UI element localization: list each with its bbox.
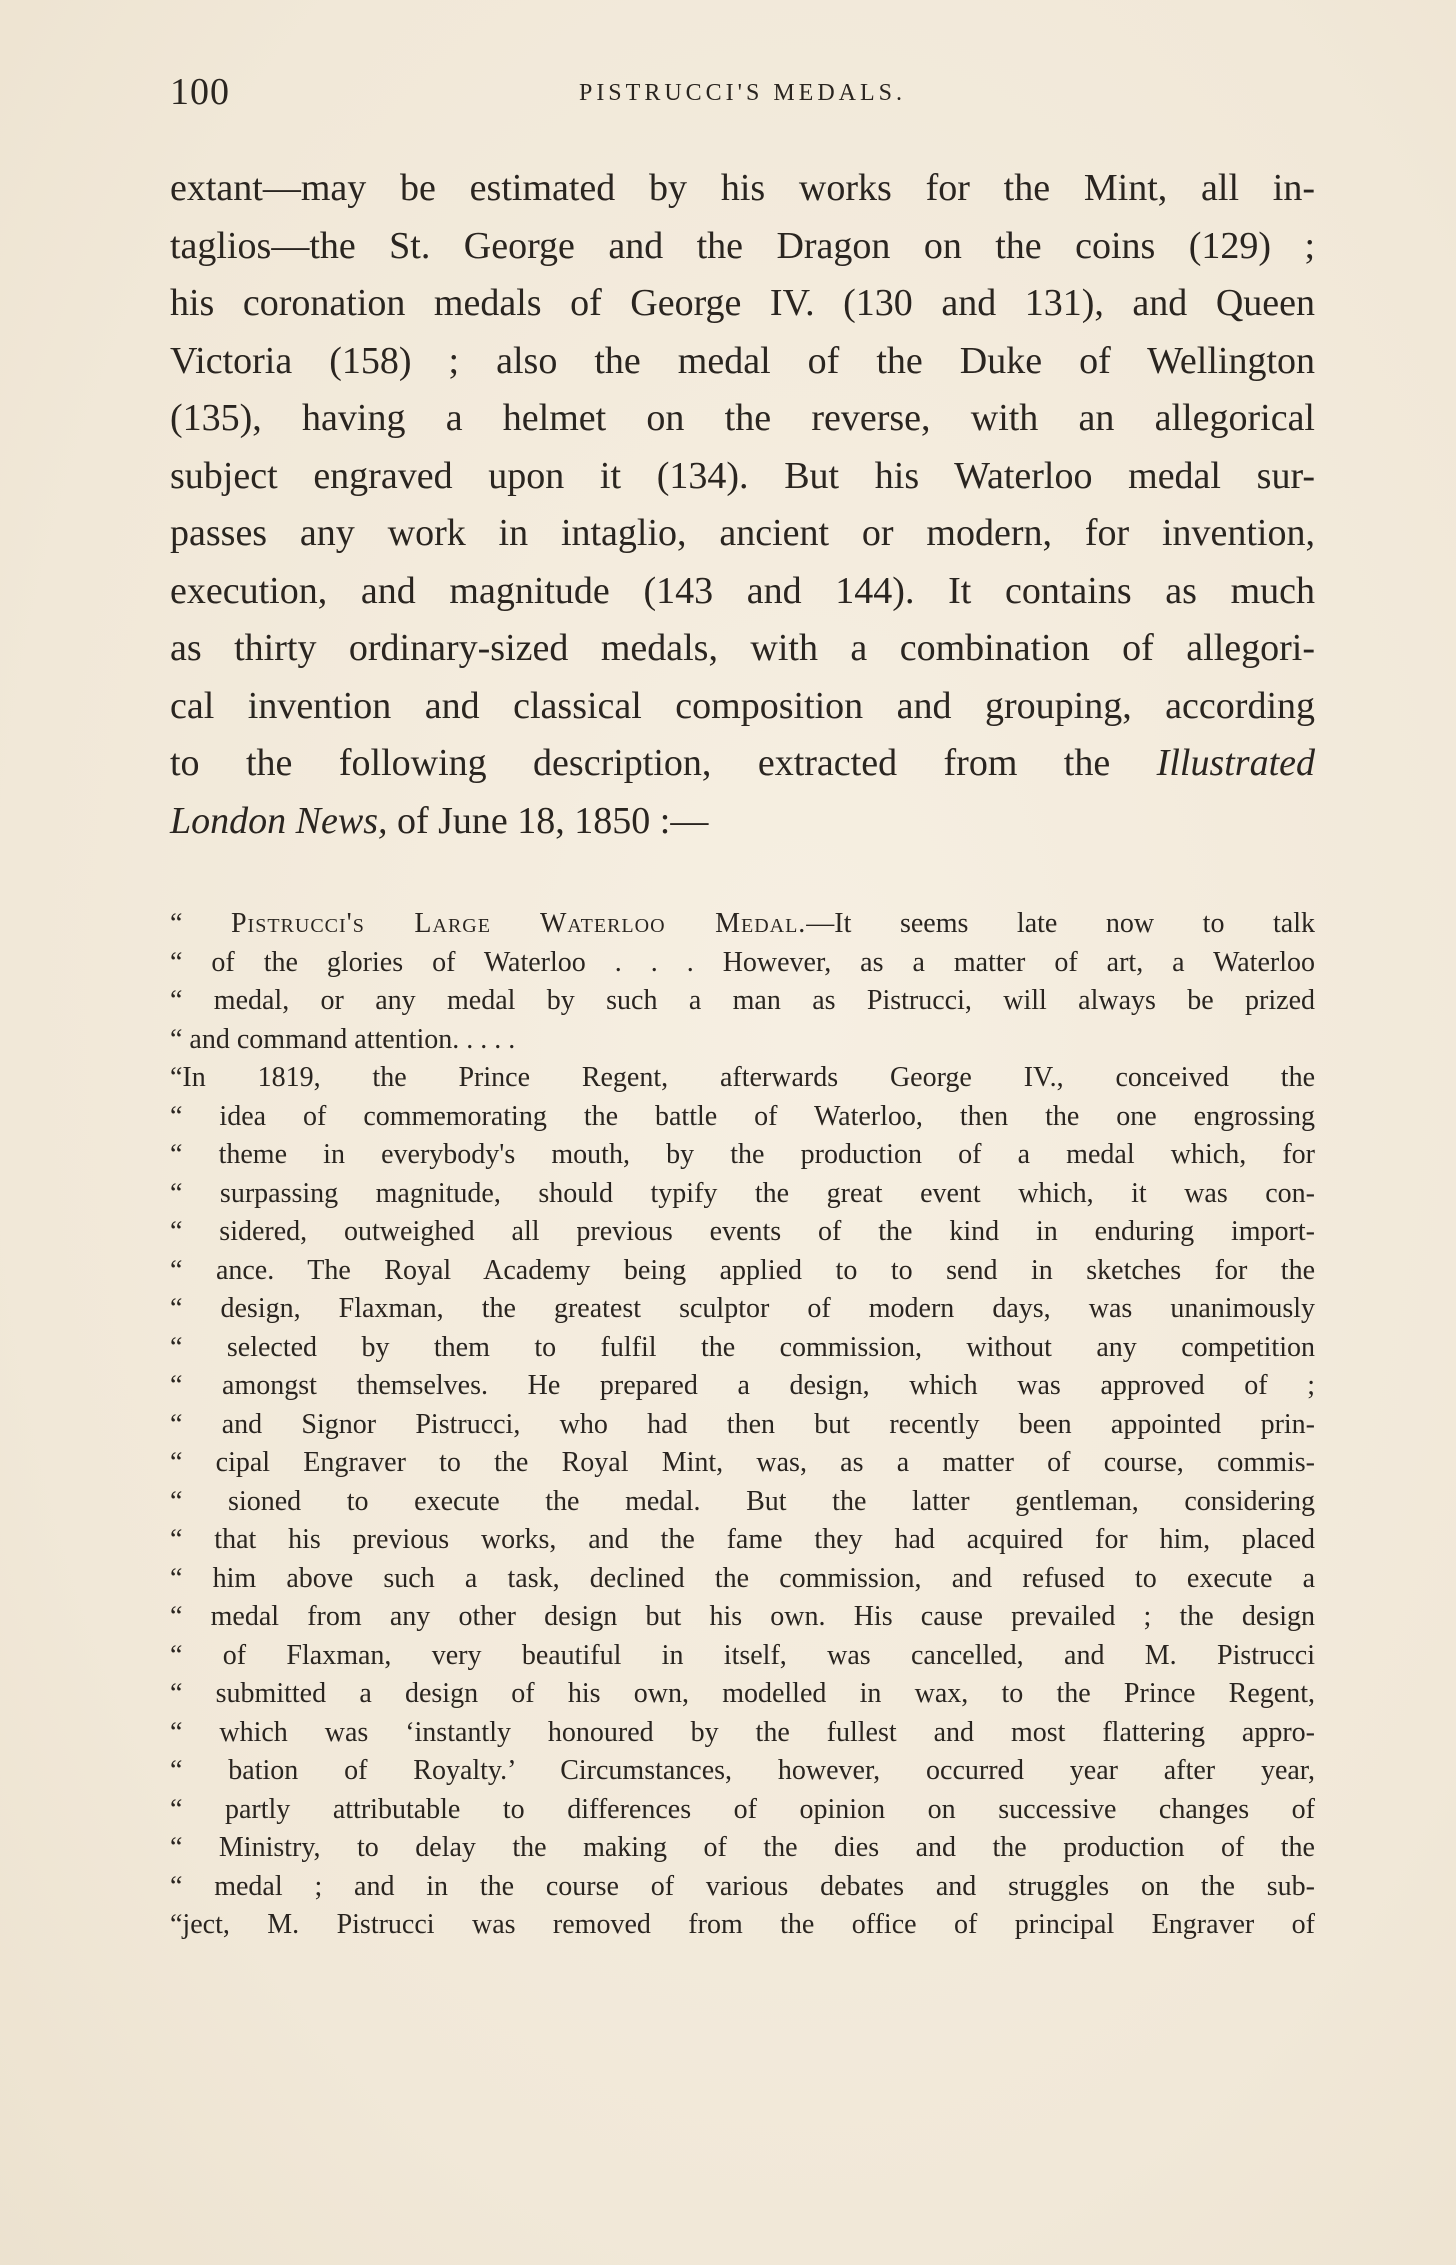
quote-line: “ selected by them to fulfil the commission, without any competition <box>170 1331 1315 1363</box>
quote-line: “In 1819, the Prince Regent, afterwards George IV., conceived the <box>170 1062 1315 1093</box>
quote-line: “ and command attention. . . . . <box>170 1023 516 1055</box>
main-line: extant—may be estimated by his works for the Mint, all in- <box>170 167 1315 209</box>
main-line: (135), having a helmet on the reverse, with an allegorical <box>170 397 1315 439</box>
page-number: 100 <box>170 71 230 113</box>
quote-line: “ ance. The Royal Academy being applied to to send in sketches for the <box>170 1254 1315 1286</box>
newspaper-title: Illustrated <box>1156 742 1315 784</box>
main-line: subject engraved upon it (134). But his Waterloo medal sur- <box>170 454 1315 497</box>
quote-opening-line <box>170 905 1315 944</box>
quote-opening-text: —It seems late now to talk <box>806 908 1315 939</box>
quote-line: “ medal, or any medal by such a man as Pistrucci, will always be prized <box>170 985 1315 1016</box>
quote-line: “ which was ‘instantly honoured by the fullest and most flattering appro- <box>170 1716 1315 1748</box>
quote-line: “ Ministry, to delay the making of the dies and the production of the <box>170 1832 1315 1863</box>
quote-line: “ bation of Royalty.’ Circumstances, however, occurred year after year, <box>170 1755 1315 1786</box>
main-line: to the following description, extracted from the Illustrated <box>170 742 1315 784</box>
main-line: his coronation medals of George IV. (130 and 131), and Queen <box>170 282 1315 324</box>
quote-line: “ partly attributable to differences of opinion on successive changes of <box>170 1793 1315 1825</box>
quote-line: “ theme in everybody's mouth, by the production of a medal which, for <box>170 1139 1315 1170</box>
quote-line: “ cipal Engraver to the Royal Mint, was, as a matter of course, commis- <box>170 1447 1315 1478</box>
quote-line: “ of the glories of Waterloo . . . However, as a matter of art, a Waterloo <box>170 946 1315 978</box>
quote-line: “ design, Flaxman, the greatest sculptor of modern days, was unanimously <box>170 1293 1315 1324</box>
main-line: taglios—the St. George and the Dragon on the coins (129) ; <box>170 224 1315 267</box>
quote-line: “ of Flaxman, very beautiful in itself, was cancelled, and M. Pistrucci <box>170 1639 1315 1671</box>
quote-heading: Pistrucci's Large Waterloo Medal. <box>230 908 807 939</box>
main-line: execution, and magnitude (143 and 144). It contains as much <box>170 569 1315 612</box>
main-line: London News, of June 18, 1850 :— <box>170 799 709 842</box>
open-quote-mark: “ <box>170 908 231 939</box>
newspaper-quotation <box>170 905 1315 1945</box>
page-header <box>170 70 1315 120</box>
quote-line: “ idea of commemorating the battle of Waterloo, then the one engrossing <box>170 1100 1315 1132</box>
quote-line: “ and Signor Pistrucci, who had then but recently been appointed prin- <box>170 1408 1315 1440</box>
quote-line: “ him above such a task, declined the commission, and refused to execute a <box>170 1562 1315 1594</box>
main-line: Victoria (158) ; also the medal of the Duke of Wellington <box>170 339 1315 382</box>
quote-line: “ surpassing magnitude, should typify the great event which, it was con- <box>170 1177 1315 1209</box>
main-paragraph <box>170 160 1315 850</box>
main-line: passes any work in intaglio, ancient or modern, for invention, <box>170 512 1315 554</box>
quote-line: “ medal from any other design but his own. His cause prevailed ; the design <box>170 1601 1315 1632</box>
quote-line: “ amongst themselves. He prepared a design, which was approved of ; <box>170 1370 1315 1401</box>
quote-line: “ sioned to execute the medal. But the latter gentleman, considering <box>170 1485 1315 1517</box>
main-line: as thirty ordinary-sized medals, with a combination of allegori- <box>170 627 1315 669</box>
quote-line: “ject, M. Pistrucci was removed from the office of principal Engraver of <box>170 1909 1315 1940</box>
quote-line: “ that his previous works, and the fame they had acquired for him, placed <box>170 1524 1315 1555</box>
newspaper-title: London News, <box>170 799 388 842</box>
quote-line: “ sidered, outweighed all previous events of the kind in enduring import- <box>170 1216 1315 1247</box>
quote-line: “ submitted a design of his own, modelled in wax, to the Prince Regent, <box>170 1678 1315 1709</box>
main-line: cal invention and classical composition and grouping, according <box>170 684 1315 727</box>
quote-line: “ medal ; and in the course of various debates and struggles on the sub- <box>170 1870 1315 1902</box>
running-title: PISTRUCCI'S MEDALS. <box>578 80 907 106</box>
